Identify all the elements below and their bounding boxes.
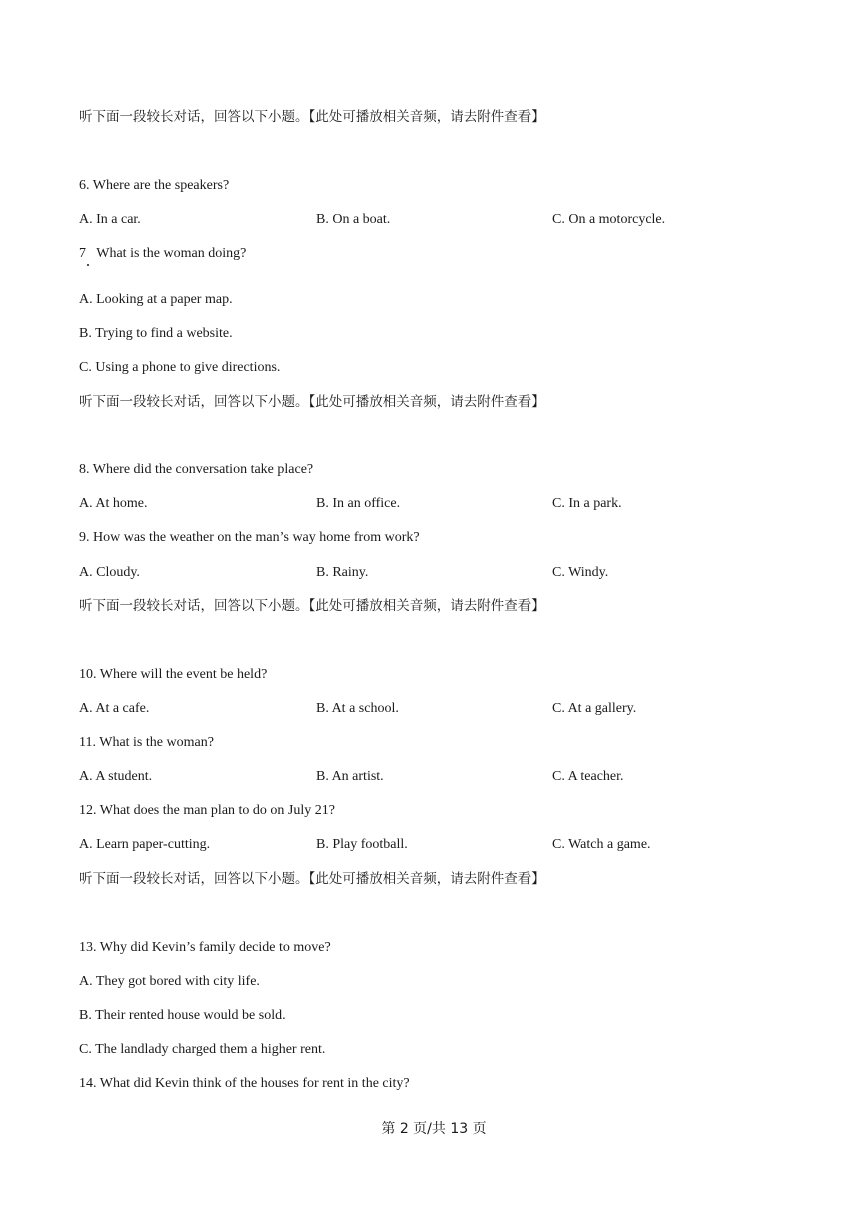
question-11-option-c[interactable]: C. A teacher. xyxy=(552,769,624,784)
question-9-option-a[interactable]: A. Cloudy. xyxy=(79,565,140,580)
question-13-option-c[interactable]: C. The landlady charged them a higher rent. xyxy=(79,1042,326,1057)
question-8-stem: 8. Where did the conversation take place? xyxy=(79,462,314,477)
question-6-options xyxy=(79,211,799,229)
question-10-option-c[interactable]: C. At a gallery. xyxy=(552,701,637,716)
question-13-option-b[interactable]: B. Their rented house would be sold. xyxy=(79,1008,286,1023)
question-11-stem: 11. What is the woman? xyxy=(79,735,214,750)
page-number-footer: 第 2 页/共 13 页 xyxy=(381,1121,487,1137)
question-11-option-a[interactable]: A. A student. xyxy=(79,769,153,784)
question-7-option-c[interactable]: C. Using a phone to give directions. xyxy=(79,360,281,375)
question-9-option-c[interactable]: C. Windy. xyxy=(552,565,609,580)
question-7-option-a[interactable]: A. Looking at a paper map. xyxy=(79,292,233,307)
question-6-option-b[interactable]: B. On a boat. xyxy=(316,212,391,227)
question-7-stem: 7 What is the woman doing? xyxy=(79,246,247,261)
question-6-option-a[interactable]: A. In a car. xyxy=(79,212,141,227)
question-12-option-b[interactable]: B. Play football. xyxy=(316,837,408,852)
question-12-options xyxy=(79,836,799,854)
section-instruction-4: 听下面一段较长对话，回答以下小题。【此处可播放相关音频，请去附件查看】 xyxy=(79,871,545,887)
question-10-options xyxy=(79,700,799,718)
question-8-option-b[interactable]: B. In an office. xyxy=(316,496,401,511)
section-instruction-1: 听下面一段较长对话，回答以下小题。【此处可播放相关音频，请去附件查看】 xyxy=(79,109,545,125)
stray-dot-mark xyxy=(87,264,89,266)
question-10-stem: 10. Where will the event be held? xyxy=(79,667,268,682)
question-13-option-a[interactable]: A. They got bored with city life. xyxy=(79,974,260,989)
question-9-stem: 9. How was the weather on the man’s way home from work? xyxy=(79,530,420,545)
section-instruction-2: 听下面一段较长对话，回答以下小题。【此处可播放相关音频，请去附件查看】 xyxy=(79,394,545,410)
question-13-stem: 13. Why did Kevin’s family decide to move? xyxy=(79,940,331,955)
question-8-options xyxy=(79,495,799,513)
question-10-option-a[interactable]: A. At a cafe. xyxy=(79,701,150,716)
question-14-stem: 14. What did Kevin think of the houses for rent in the city? xyxy=(79,1076,410,1091)
question-12-option-a[interactable]: A. Learn paper-cutting. xyxy=(79,837,211,852)
question-6-option-c[interactable]: C. On a motorcycle. xyxy=(552,212,666,227)
question-7-option-b[interactable]: B. Trying to find a website. xyxy=(79,326,233,341)
question-11-options xyxy=(79,768,799,786)
section-instruction-3: 听下面一段较长对话，回答以下小题。【此处可播放相关音频，请去附件查看】 xyxy=(79,598,545,614)
question-11-option-b[interactable]: B. An artist. xyxy=(316,769,384,784)
question-12-option-c[interactable]: C. Watch a game. xyxy=(552,837,651,852)
question-9-options xyxy=(79,564,799,582)
question-6-stem: 6. Where are the speakers? xyxy=(79,178,230,193)
question-8-option-c[interactable]: C. In a park. xyxy=(552,496,622,511)
question-10-option-b[interactable]: B. At a school. xyxy=(316,701,399,716)
question-9-option-b[interactable]: B. Rainy. xyxy=(316,565,369,580)
question-8-option-a[interactable]: A. At home. xyxy=(79,496,148,511)
question-12-stem: 12. What does the man plan to do on July 21? xyxy=(79,803,335,818)
